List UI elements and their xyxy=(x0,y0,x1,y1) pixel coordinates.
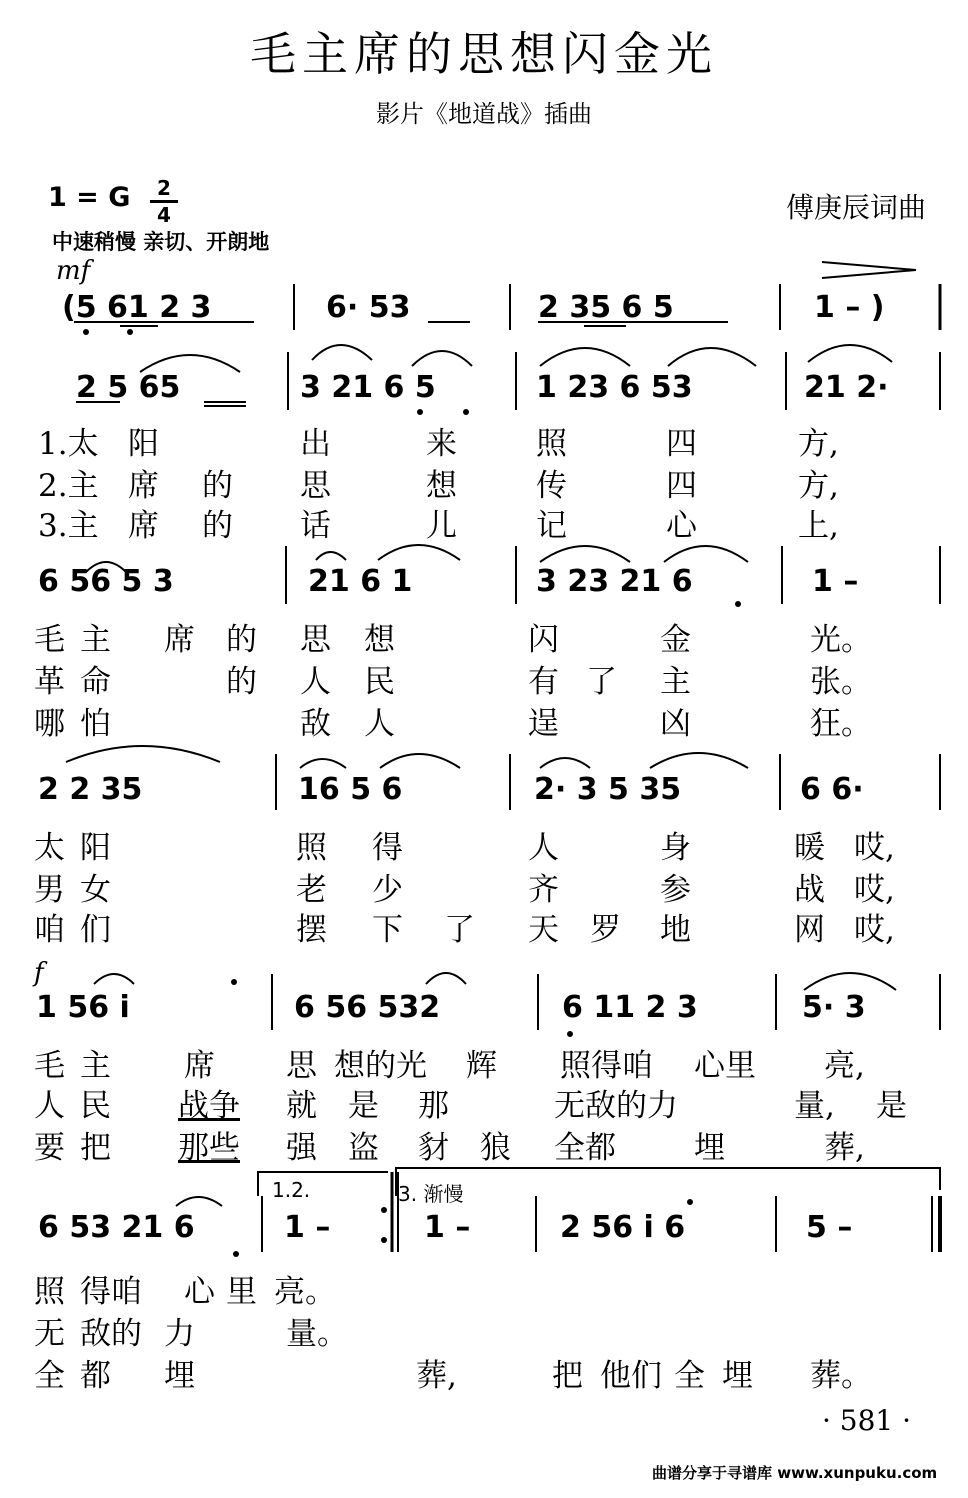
slur xyxy=(668,348,756,366)
lyric: 方, xyxy=(798,426,839,462)
system-4-bar-4: 6 6· xyxy=(800,772,864,807)
lyric: 心里 xyxy=(694,1048,756,1084)
lyric: 方, xyxy=(798,468,839,504)
system-6-bar-5: 5 – xyxy=(806,1210,853,1245)
lyric: 女 xyxy=(80,872,111,908)
lyric: 哎, xyxy=(854,830,895,866)
system-3-bar-4: 1 – xyxy=(812,564,859,599)
dot xyxy=(83,329,89,335)
lyric: 心 xyxy=(666,508,697,544)
third-ending-label: 3. 渐慢 xyxy=(398,1182,464,1206)
slur xyxy=(380,754,460,768)
lyric: 金 xyxy=(660,622,691,658)
slur xyxy=(540,758,590,768)
lyric: 无敌的力 xyxy=(554,1088,678,1124)
system-1-bar-3: 2 35 6 5 xyxy=(538,290,674,325)
lyric: 阳 xyxy=(80,830,111,866)
lyric: 太 xyxy=(34,830,65,866)
lyric: 狼 xyxy=(480,1130,511,1166)
lyric: 们 xyxy=(80,912,111,948)
lyric: 来 xyxy=(426,426,457,462)
system-6-bar-3: 1 – xyxy=(424,1210,471,1245)
lyric: 参 xyxy=(660,872,691,908)
lyric: 席 xyxy=(184,1048,215,1084)
lyric: 怕 xyxy=(80,706,111,742)
lyric: 闪 xyxy=(528,622,559,658)
lyric: 2.主 xyxy=(38,468,99,504)
lyric: 思 xyxy=(300,468,331,504)
dot xyxy=(381,1207,387,1213)
lyric: 思 xyxy=(300,622,331,658)
lyric: 男 xyxy=(34,872,65,908)
dot xyxy=(567,1031,573,1037)
lyric: 阳 xyxy=(128,426,159,462)
system-5-bar-2: 6 56 532 xyxy=(294,990,441,1025)
lyric: 埋 xyxy=(694,1130,725,1166)
bar-lines xyxy=(262,284,940,1252)
lyric: 照得咱 xyxy=(560,1048,653,1084)
lyric: 照 xyxy=(536,426,567,462)
slur xyxy=(66,746,220,762)
lyric: 埋 xyxy=(164,1358,195,1394)
lyric: 把 xyxy=(80,1130,111,1166)
dot xyxy=(381,1237,387,1243)
lyric: 人 xyxy=(34,1088,65,1124)
dot xyxy=(233,1251,239,1257)
lyric: 罗 xyxy=(590,912,621,948)
key-signature: 1 = G xyxy=(48,182,131,213)
lyric: 逞 xyxy=(528,706,559,742)
lyric: 席 xyxy=(164,622,195,658)
system-2-bar-3: 1 23 6 53 xyxy=(536,370,693,405)
lyric: 3.主 xyxy=(38,508,99,544)
lyric: 上, xyxy=(798,508,839,544)
lyric: 人 xyxy=(364,706,395,742)
lyric: 传 xyxy=(536,468,567,504)
lyric: 想的光 xyxy=(334,1048,427,1084)
lyric: 埋 xyxy=(722,1358,753,1394)
lyric: 了 xyxy=(586,664,617,700)
system-5-bar-4: 5· 3 xyxy=(802,990,866,1025)
page-number: · 581 · xyxy=(822,1404,912,1437)
lyric: 四 xyxy=(666,468,697,504)
system-3-bar-3: 3 23 21 6 xyxy=(536,564,693,599)
lyric: 话 xyxy=(300,508,331,544)
decrescendo-hairpin xyxy=(822,262,916,278)
lyric: 强 xyxy=(286,1130,317,1166)
lyric: 哎, xyxy=(854,872,895,908)
dot xyxy=(735,601,741,607)
lyric: 摆 xyxy=(296,912,327,948)
song-subtitle: 影片《地道战》插曲 xyxy=(376,100,592,128)
lyric: 哪 xyxy=(34,706,65,742)
system-6-bar-1: 6 53 21 6 xyxy=(38,1210,195,1245)
lyric: 豺 xyxy=(418,1130,449,1166)
lyric: 革 xyxy=(34,664,65,700)
lyric: 得咱 xyxy=(80,1274,142,1310)
dot xyxy=(417,409,423,415)
lyric: 的 xyxy=(226,622,257,658)
system-4-bar-3: 2· 3 5 35 xyxy=(534,772,682,807)
lyric: 身 xyxy=(660,830,691,866)
lyric: 光。 xyxy=(810,622,872,658)
source-footer: 曲谱分享于寻谱库 www.xunpuku.com xyxy=(652,1464,938,1482)
system-6-bar-2: 1 – xyxy=(284,1210,331,1245)
slur xyxy=(312,345,372,360)
lyric: 凶 xyxy=(660,706,691,742)
lyric: 儿 xyxy=(426,508,457,544)
system-4-bar-1: 2 2 35 xyxy=(38,772,143,807)
system-3-bar-1: 6 56 5 3 xyxy=(38,564,174,599)
lyric: 里 xyxy=(226,1274,257,1310)
system-6-bar-4: 2 56 i 6 xyxy=(560,1210,686,1245)
slur xyxy=(808,345,892,362)
lyric: 的 xyxy=(202,508,233,544)
lyric: 那些 xyxy=(178,1130,240,1166)
time-numerator: 2 xyxy=(150,176,178,203)
lyric: 暖 xyxy=(794,830,825,866)
lyric: 敌的 xyxy=(80,1316,142,1352)
lyric: 地 xyxy=(660,912,691,948)
lyric: 心 xyxy=(184,1274,215,1310)
lyric: 葬。 xyxy=(810,1358,872,1394)
dot xyxy=(127,329,133,335)
beam-lines xyxy=(74,322,728,406)
lyric: 他们 xyxy=(600,1358,662,1394)
slur xyxy=(316,552,346,560)
lyric: 想 xyxy=(426,468,457,504)
lyric: 战 xyxy=(794,872,825,908)
lyric: 下 xyxy=(372,912,403,948)
slurs xyxy=(66,345,896,1206)
slur xyxy=(140,355,240,372)
lyric: 那 xyxy=(418,1088,449,1124)
system-2-bar-2: 3 21 6 5 xyxy=(300,370,436,405)
lyric: 有 xyxy=(528,664,559,700)
song-title: 毛主席的思想闪金光 xyxy=(250,27,718,81)
lyric: 的 xyxy=(202,468,233,504)
lyric: 民 xyxy=(364,664,395,700)
dot xyxy=(231,979,237,985)
system-3-bar-2: 21 6 1 xyxy=(308,564,413,599)
slur xyxy=(426,973,466,984)
composer: 傅庚辰词曲 xyxy=(786,191,927,224)
lyric: 就 xyxy=(286,1088,317,1124)
lyric: 战争 xyxy=(178,1088,240,1124)
lyric: 敌 xyxy=(300,706,331,742)
slur xyxy=(540,546,630,562)
lyric: 狂。 xyxy=(810,706,872,742)
third-ending-bracket xyxy=(396,1168,940,1196)
slur xyxy=(540,348,630,366)
lyric: 少 xyxy=(372,872,403,908)
decrescendo xyxy=(822,262,916,278)
lyric: 是 xyxy=(876,1088,907,1124)
slur xyxy=(378,545,460,560)
time-denominator: 4 xyxy=(157,203,171,227)
slur xyxy=(86,562,126,572)
lyric: 思 xyxy=(286,1048,317,1084)
lyric: 亮, xyxy=(824,1048,865,1084)
lyric: 是 xyxy=(348,1088,379,1124)
system-4-bar-2: 16 5 6 xyxy=(298,772,403,807)
tempo-marking: 中速稍慢 亲切、开朗地 xyxy=(52,230,270,254)
lyric: 力 xyxy=(164,1316,195,1352)
lyric: 网 xyxy=(794,912,825,948)
lyric: 咱 xyxy=(34,912,65,948)
lyric: 席 xyxy=(128,468,159,504)
lyric: 全 xyxy=(674,1358,705,1394)
lyric: 出 xyxy=(300,426,331,462)
system-5-bar-1: 1 56 i xyxy=(36,990,130,1025)
lyric: 要 xyxy=(34,1130,65,1166)
system-5-bar-3: 6 11 2 3 xyxy=(562,990,698,1025)
volta-brackets xyxy=(258,1168,940,1196)
lyric: 人 xyxy=(528,830,559,866)
octave-dots xyxy=(83,329,741,1257)
system-1-bar-1: (5 61 2 3 xyxy=(62,290,212,325)
system-2-bar-4: 21 2· xyxy=(804,370,889,405)
lyric: 记 xyxy=(536,508,567,544)
slur xyxy=(412,351,472,366)
lyric: 盗 xyxy=(348,1130,379,1166)
lyric: 辉 xyxy=(466,1048,497,1084)
lyric: 把 xyxy=(552,1358,583,1394)
system-1-bar-4: 1 – ) xyxy=(814,290,885,325)
slur xyxy=(300,759,346,768)
slur xyxy=(650,753,748,768)
lyric: 了 xyxy=(444,912,475,948)
lyric: 亮。 xyxy=(274,1274,336,1310)
lyric: 葬, xyxy=(824,1130,865,1166)
lyric: 天 xyxy=(528,912,559,948)
lyric: 人 xyxy=(300,664,331,700)
lyric: 席 xyxy=(128,508,159,544)
lyric: 老 xyxy=(296,872,327,908)
slur xyxy=(664,546,748,562)
lyric: 无 xyxy=(34,1316,65,1352)
lyric: 命 xyxy=(80,664,111,700)
lyric: 1.太 xyxy=(38,426,99,462)
lyric: 主 xyxy=(80,1048,111,1084)
lyric: 的 xyxy=(226,664,257,700)
lyric: 毛 xyxy=(34,1048,65,1084)
lyric: 得 xyxy=(372,830,403,866)
lyric: 齐 xyxy=(528,872,559,908)
lyric: 想 xyxy=(364,622,395,658)
lyric: 张。 xyxy=(810,664,872,700)
lyric: 全 xyxy=(34,1358,65,1394)
slur xyxy=(94,974,134,984)
slur xyxy=(804,973,896,990)
lyric: 照 xyxy=(34,1274,65,1310)
lyric: 量。 xyxy=(286,1316,348,1352)
dot xyxy=(687,1199,693,1205)
lyric: 主 xyxy=(660,664,691,700)
lyric: 主 xyxy=(80,622,111,658)
lyric: 民 xyxy=(80,1088,111,1124)
lyric: 葬, xyxy=(416,1358,457,1394)
lyric: 照 xyxy=(296,830,327,866)
system-2-bar-1: 2 5 65 xyxy=(76,370,181,405)
first-ending-bracket xyxy=(258,1172,388,1196)
lyric: 毛 xyxy=(34,622,65,658)
lyric: 哎, xyxy=(854,912,895,948)
first-ending-label: 1.2. xyxy=(272,1178,311,1202)
lyric: 四 xyxy=(666,426,697,462)
dot xyxy=(463,409,469,415)
lyric: 都 xyxy=(80,1358,111,1394)
lyric: 量, xyxy=(794,1088,835,1124)
lyric: 全都 xyxy=(554,1130,616,1166)
slur xyxy=(176,1197,222,1206)
dynamic-mf: mf xyxy=(56,256,91,286)
system-1-bar-2: 6· 53 xyxy=(326,290,411,325)
dynamic-f: f xyxy=(34,958,44,988)
